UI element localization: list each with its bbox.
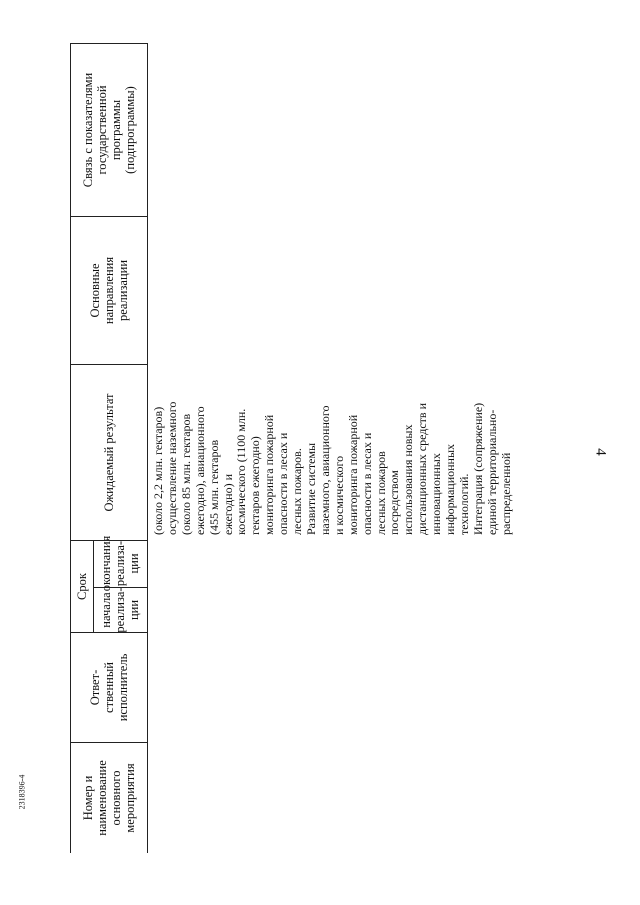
document-code: 2318396-4 xyxy=(17,774,27,810)
header-result xyxy=(71,365,147,541)
header-term-start xyxy=(93,588,147,632)
header-indicators xyxy=(71,43,147,217)
table-header xyxy=(70,43,148,853)
header-activity xyxy=(71,743,147,853)
page-number: 4 xyxy=(592,448,609,456)
header-executor-label: Ответ- ственный исполнитель xyxy=(88,653,130,722)
header-term xyxy=(71,535,147,633)
activities-table xyxy=(70,43,640,853)
header-indicators-label: Связь с показателями государственной программы (подпрограммы) xyxy=(81,72,137,188)
header-directions xyxy=(71,217,147,365)
result-cell-text: (около 2,2 млн. гектаров) осуществление наземного (около 85 млн. гектаров ежегодно), авиационного (455 млн. гектаров ежегодно) и космического (1100 млн. гектаров ежегодно) мониторинга пожарной опасности в лесах и лесных пожаров. Развитие системы наземного, авиационного и космического мониторинга пожарной опасности в лесах и лесных пожаров посредством использования новых дистанционных средств и инновационных информационных технологий. Интеграция (сопряжение) единой территориально- распределенной xyxy=(151,401,513,535)
header-term-title: Срок xyxy=(71,541,94,632)
header-activity-label: Номер и наименование основного мероприятия xyxy=(81,760,137,836)
header-directions-label: Основные направления реализации xyxy=(88,256,130,325)
header-term-start-label: начала реализа- ции xyxy=(99,587,141,633)
header-term-end-label: окончания реализа- ции xyxy=(99,535,141,592)
header-executor xyxy=(71,633,147,743)
header-result-label: Ожидаемый результат xyxy=(102,393,116,512)
header-term-end xyxy=(93,535,147,592)
